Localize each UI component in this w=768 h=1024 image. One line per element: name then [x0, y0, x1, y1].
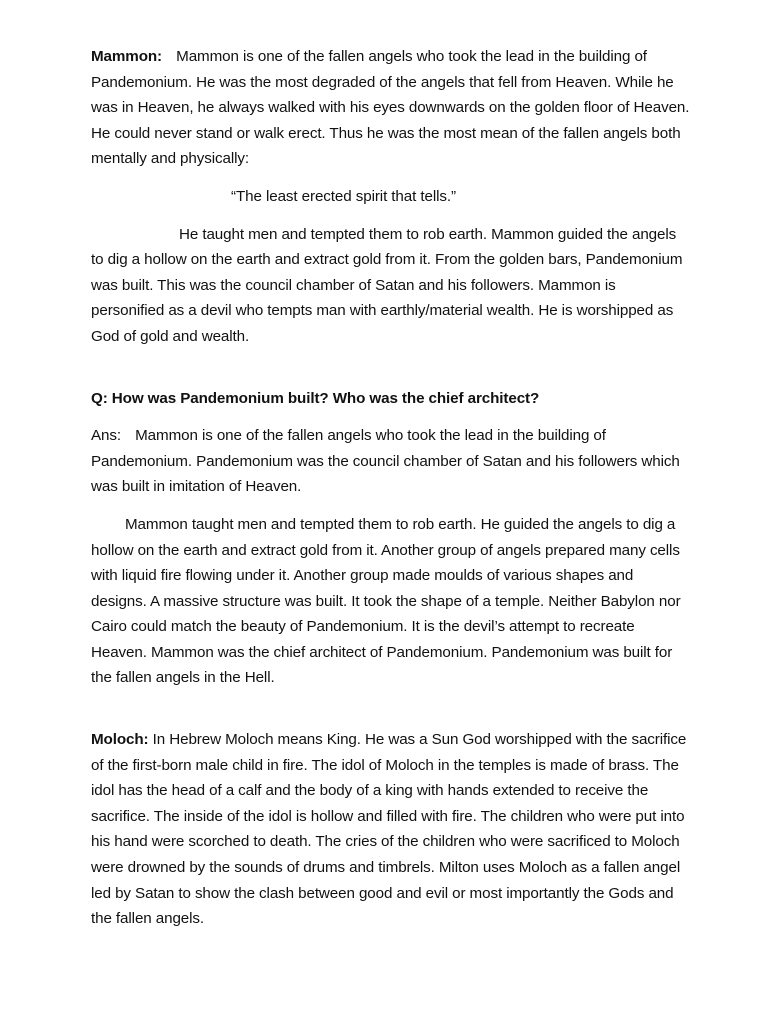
mammon-text: Mammon is one of the fallen angels who took the lead in the building of Pandemonium. He was the most degraded of the angels that fell from Heaven. While he was in Heaven, he always walked with his eyes downwards on the golden floor of Heaven. He could never stand or walk erect. Thus he was the most mean of the fallen angels both mentally and physically: [91, 48, 690, 168]
document-page [91, 44, 691, 944]
mammon-term: Mammon: [91, 48, 163, 65]
question-heading: Q: How was Pandemonium built? Who was the chief architect? [91, 389, 540, 407]
mammon-quote: “The least erected spirit that tells.” [231, 187, 456, 205]
mammon-paragraph-2: He taught men and tempted them to rob earth. Mammon guided the angels to dig a hollow on the earth and extract gold from it. From the golden bars, Pandemonium was built. This was the council chamber of Satan and his followers. Mammon is personified as a devil who tempts man with earthly/material wealth. He is worshipped as God of gold and wealth. [91, 225, 683, 345]
moloch-text: In Hebrew Moloch means King. He was a Sun God worshipped with the sacrifice of the first-born male child in fire. The idol of Moloch in the temples is made of brass. The idol has the head of a calf and the body of a king with hands extended to receive the sacrifice. The inside of the idol is hollow and filled with fire. The children who were put into his hand were scorched to death. The cries of the children who were sacrificed to Moloch were drowned by the sounds of drums and timbrels. Milton uses Moloch as a fallen angel led by Satan to show the clash between good and evil or most importantly the Gods and the fallen angels. [91, 731, 687, 928]
answer-paragraph [91, 423, 691, 500]
answer-paragraph-2: Mammon taught men and tempted them to rob earth. He guided the angels to dig a hollow on the earth and extract gold from it. Another group of angels prepared many cells with liquid fire flowing under it. Another group made moulds of various shapes and designs. A massive structure was built. It took the shape of a temple. Neither Babylon nor Cairo could match the beauty of Pandemonium. It is the devil’s attempt to recreate Heaven. Mammon was the chief architect of Pandemonium. Pandemonium was built for the fallen angels in the Hell. [91, 515, 681, 687]
answer-label: Ans: [91, 427, 121, 445]
mammon-paragraph [91, 44, 691, 172]
answer-text: Mammon is one of the fallen angels who took the lead in the building of Pandemonium. Pandemonium was the council chamber of Satan and his followers which was built in imitation of Heaven. [91, 427, 680, 496]
moloch-term: Moloch: [91, 731, 149, 749]
moloch-paragraph [91, 727, 691, 932]
